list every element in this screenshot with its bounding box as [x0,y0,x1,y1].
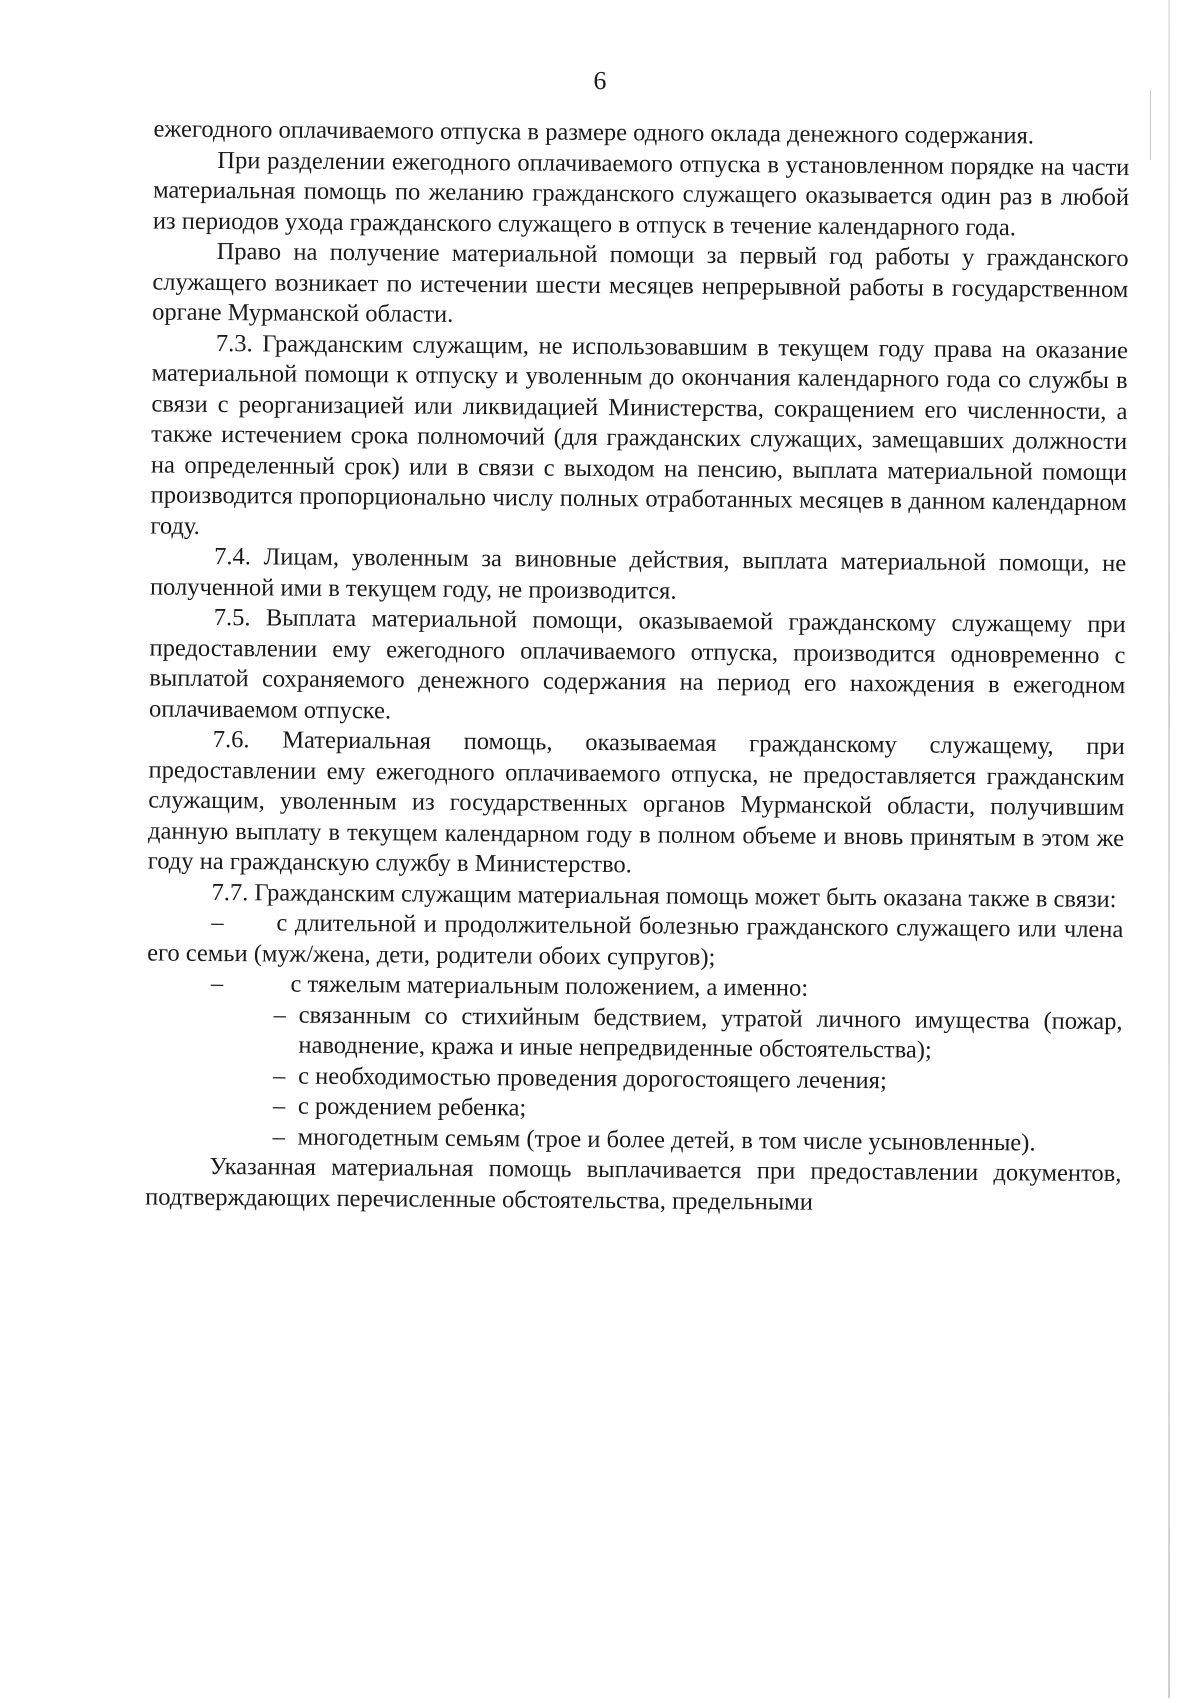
list-dash: – [272,1092,286,1120]
list-item-text: многодетным семьям (трое и более детей, в том числе усыновленные). [297,1123,1036,1156]
list-dash: – [211,908,224,937]
paragraph-7-5: 7.5. Выплата материальной помощи, оказываемой гражданскому служащему при предоставлении ему ежегодного оплачиваемого отпуска, производится одновременно с выплатой сохраняемого денежного содержания на период его нахождения в ежегодном оплачиваемом отпуске. [148,603,1126,724]
list-item-text: с рождением ребенка; [297,1092,527,1122]
list-item-text: с необходимостью проведения дорогостоящего лечения; [298,1062,887,1094]
list-item-text: с длительной и продолжительной болезнью гражданского служащего или члена его семьи (муж/жена, дети, родители обоих супругов); [147,909,1124,971]
paragraph: Право на получение материальной помощи за первый год работы у гражданского служащего возникает по истечении шести месяцев непрерывной работы в государственном органе Мурманской области. [152,237,1129,328]
paragraph-7-6: 7.6. Материальная помощь, оказываемая гражданскому служащему, при предоставлении ему ежегодного оплачиваемого отпуска, не предоставляется гражданским служащим, уволенным из государственных органов Мурманской области, получившим данную выплату в текущем календарном году в полном объеме и вновь принятым в этом же году на гражданскую службу в Министерство. [147,725,1125,879]
list-item-level2 [146,999,1122,1068]
paragraph-7-4: 7.4. Лицам, уволенным за виновные действия, выплата материальной помощи, не полученной ими в текущем году, не производится. [149,542,1127,605]
list-item-text: связанным со стихийным бедствием, утратой личного имущества (пожар, наводнение, кража и иные непредвиденные обстоятельства); [298,1001,1123,1064]
paragraph: При разделении ежегодного оплачиваемого отпуска в установленном порядке на части материальная помощь по желанию гражданского служащего оказывается один раз в любой из периодов ухода гражданского служащего в отпуск в течение календарного года. [152,146,1130,241]
document-body [145,114,1130,1220]
page-number: 6 [593,65,607,96]
list-item-level1 [147,907,1123,976]
list-dash: – [210,969,224,998]
paragraph-7-3: 7.3. Гражданским служащим, не использовавшим в текущем году права на оказание материальной помощи к отпуску и уволенным до окончания календарного года со службы в связи с реорганизацией или ликвидацией Министерства, сокращением его численности, а также истечением срока полномочий (для гражданских служащих, замещавших должности на определенный срок) или в связи с выходом на пенсию, выплата материальной помощи производится пропорционально числу полных отработанных месяцев в данном календарном году. [150,329,1129,540]
list-dash: – [272,1122,286,1151]
paragraph-7-7: 7.7. Гражданским служащим материальная помощь может быть оказана также в связи: [211,878,1117,913]
list-dash: – [273,1061,286,1090]
closing-paragraph: Указанная материальная помощь выплачивается при предоставлении документов, подтверждающих перечисленные обстоятельства, предельными [145,1152,1122,1216]
list-item-text: с тяжелым материальным положением, а именно: [290,970,809,1002]
paragraph: ежегодного оплачиваемого отпуска в размере одного оклада денежного содержания. [153,115,1035,150]
list-dash: – [273,1000,287,1029]
